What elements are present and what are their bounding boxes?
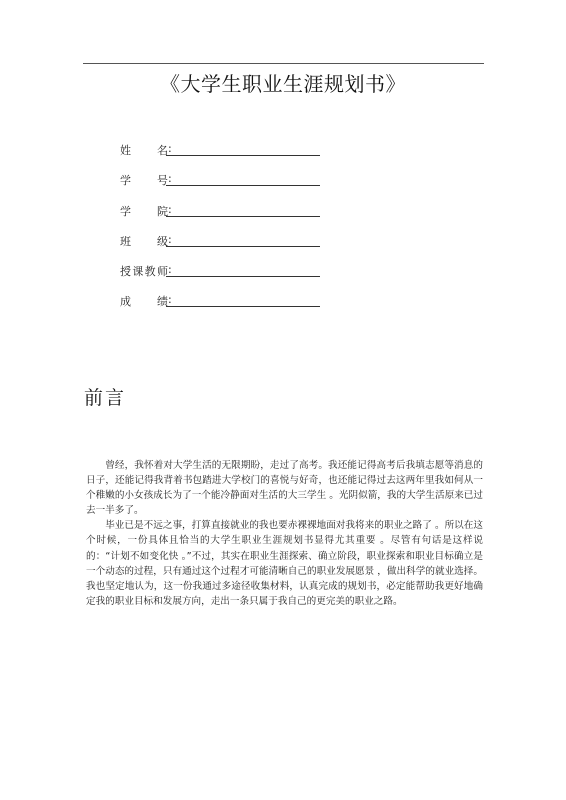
name-label: 姓 名 <box>120 144 168 157</box>
name-field-line[interactable] <box>166 155 320 156</box>
preface-paragraph: 毕业已是不远之事，打算直接就业的我也要赤裸裸地面对我将来的职业之路了 。所以在这个时候，一份具体且恰当的大学生职业生涯规划书显得尤其重要 。尽管有句话是这样说的：“计划不如变化快 。”不过，其实在职业生涯探索、确立阶段，职业探索和职业目标确立是一个动态的过程，只有通过这个过程才可能清晰自己的职业发展愿景 ，做出科学的就业选择。我也坚定地认为，这一份我通过多途径收集材料，认真完成的规划书，必定能帮助我更好地确定我的职业目标和发展方向，走出一条只属于我自己的更完美的职业之路。 <box>86 520 483 607</box>
grade-label: 成 绩 <box>120 295 168 309</box>
instructor-field-line[interactable] <box>166 276 320 277</box>
student-id-label: 学 号 <box>120 174 168 188</box>
colon: : <box>168 232 172 246</box>
colon: : <box>168 263 172 277</box>
colon: : <box>168 202 172 216</box>
colon: : <box>168 172 172 186</box>
class-label: 班 级 <box>120 234 168 248</box>
preface-body <box>86 458 483 609</box>
colon: : <box>168 142 172 155</box>
college-label: 学 院 <box>120 204 168 218</box>
class-field-line[interactable] <box>166 246 320 247</box>
preface-heading: 前言 <box>84 387 127 409</box>
colon: : <box>168 293 172 307</box>
instructor-label: 授课教师 <box>120 265 168 279</box>
header-rule <box>83 63 484 64</box>
student-id-field-line[interactable] <box>166 185 320 186</box>
preface-paragraph: 曾经，我怀着对大学生活的无限期盼，走过了高考。我还能记得高考后我填志愿等消息的日子，还能记得我背着书包踏进大学校门的喜悦与好奇，也还能记得过去这两年里我如何从一个稚嫩的小女孩成长为了一个能冷静面对生活的大三学生 。光阴似箭，我的大学生活原来已过去一半多了。 <box>86 460 483 517</box>
college-field-line[interactable] <box>166 216 320 217</box>
grade-field-line[interactable] <box>166 306 320 307</box>
document-title: 《大学生职业生涯规划书》 <box>160 72 406 96</box>
